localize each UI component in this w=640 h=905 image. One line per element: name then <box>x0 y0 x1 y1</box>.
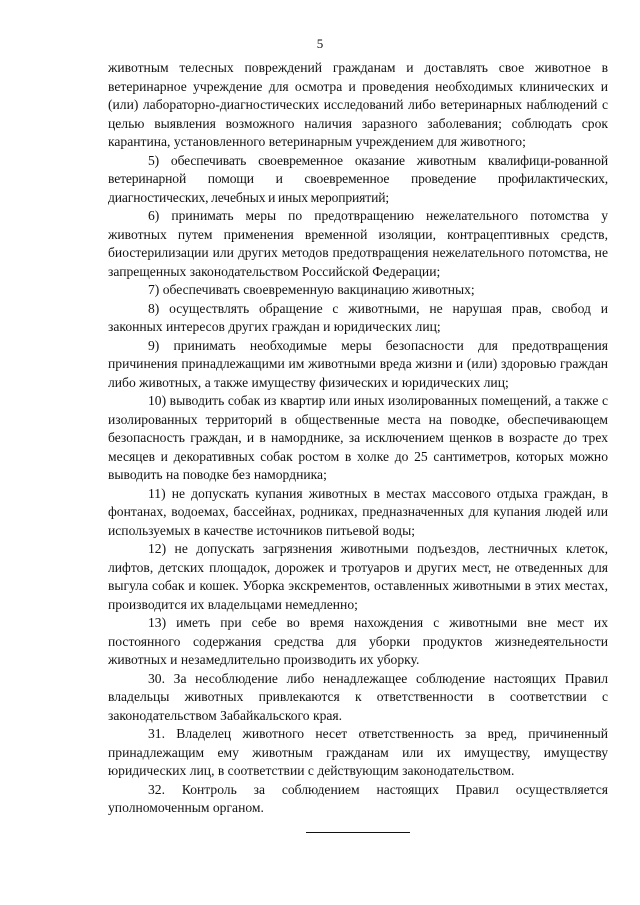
paragraph-item-10: 10) выводить собак из квартир или иных изолированных помещений, а также с изолированных территорий в общественные места на поводке, обеспечивающем безопасность граждан, и в наморднике, за исключением щенков в возрасте до трех месяцев и декоративных собак ростом в холке до 25 сантиметров, которых можно выводить на поводке без намордника; <box>108 393 608 482</box>
paragraph-section-31: 31. Владелец животного несет ответственность за вред, причиненный принадлежащим ему животным гражданам или их имуществу, имуществу юридических лиц, в соответствии с действующим законодательством. <box>108 726 608 778</box>
paragraph-item-13: 13) иметь при себе во время нахождения с животными вне мест их постоянного содержания средства для уборки продуктов жизнедеятельности животных и незамедлительно производить их уборку. <box>108 615 608 667</box>
paragraph-item-6: 6) принимать меры по предотвращению нежелательного потомства у животных путем применения временной изоляции, контрацептивных средств, биостерилизации или других методов предотвращения нежелательного потомства, не запрещенных законодательством Российской Федерации; <box>108 208 608 279</box>
paragraph-continuation: животным телесных повреждений гражданам и доставлять свое животное в ветеринарное учреждение для осмотра и проведения необходимых клинических и (или) лабораторно-диагностических исследований либо ветеринарных наблюдений с целью выявления возможного наличия заразного заболевания; соблюдать срок карантина, установленного ветеринарным учреждением для животного; <box>108 60 608 149</box>
end-divider <box>306 832 410 833</box>
paragraph-item-12: 12) не допускать загрязнения животными подъездов, лестничных клеток, лифтов, детских площадок, дорожек и тротуаров и других мест, не отведенных для выгула собак и кошек. Уборка экскрементов, оставленных животными в этих местах, производится их владельцами немедленно; <box>108 541 608 612</box>
document-body <box>108 59 608 818</box>
paragraph-item-11: 11) не допускать купания животных в местах массового отдыха граждан, в фонтанах, водоемах, бассейнах, родниках, предназначенных для купания людей или используемых в качестве источников питьевой воды; <box>108 485 608 538</box>
page-number: 5 <box>316 36 324 51</box>
paragraph-item-9: 9) принимать необходимые меры безопасности для предотвращения причинения принадлежащими им животными вреда жизни и (или) здоровью граждан либо животных, а также имуществу физических и юридических лиц; <box>108 337 608 390</box>
paragraph-section-30: 30. За несоблюдение либо ненадлежащее соблюдение настоящих Правил владельцы животных привлекаются к ответственности в соответствии с законодательством Забайкальского края. <box>108 670 608 723</box>
paragraph-item-5: 5) обеспечивать своевременное оказание животным квалифици-рованной ветеринарной помощи и своевременное проведение профилактических, диагностических, лечебных и иных мероприятий; <box>108 152 608 205</box>
paragraph-section-32: 32. Контроль за соблюдением настоящих Правил осуществляется уполномоченным органом. <box>108 781 608 815</box>
paragraph-item-7: 7) обеспечивать своевременную вакцинацию животных; <box>148 282 475 297</box>
paragraph-item-8: 8) осуществлять обращение с животными, не нарушая прав, свобод и законных интересов других граждан и юридических лиц; <box>108 300 608 334</box>
